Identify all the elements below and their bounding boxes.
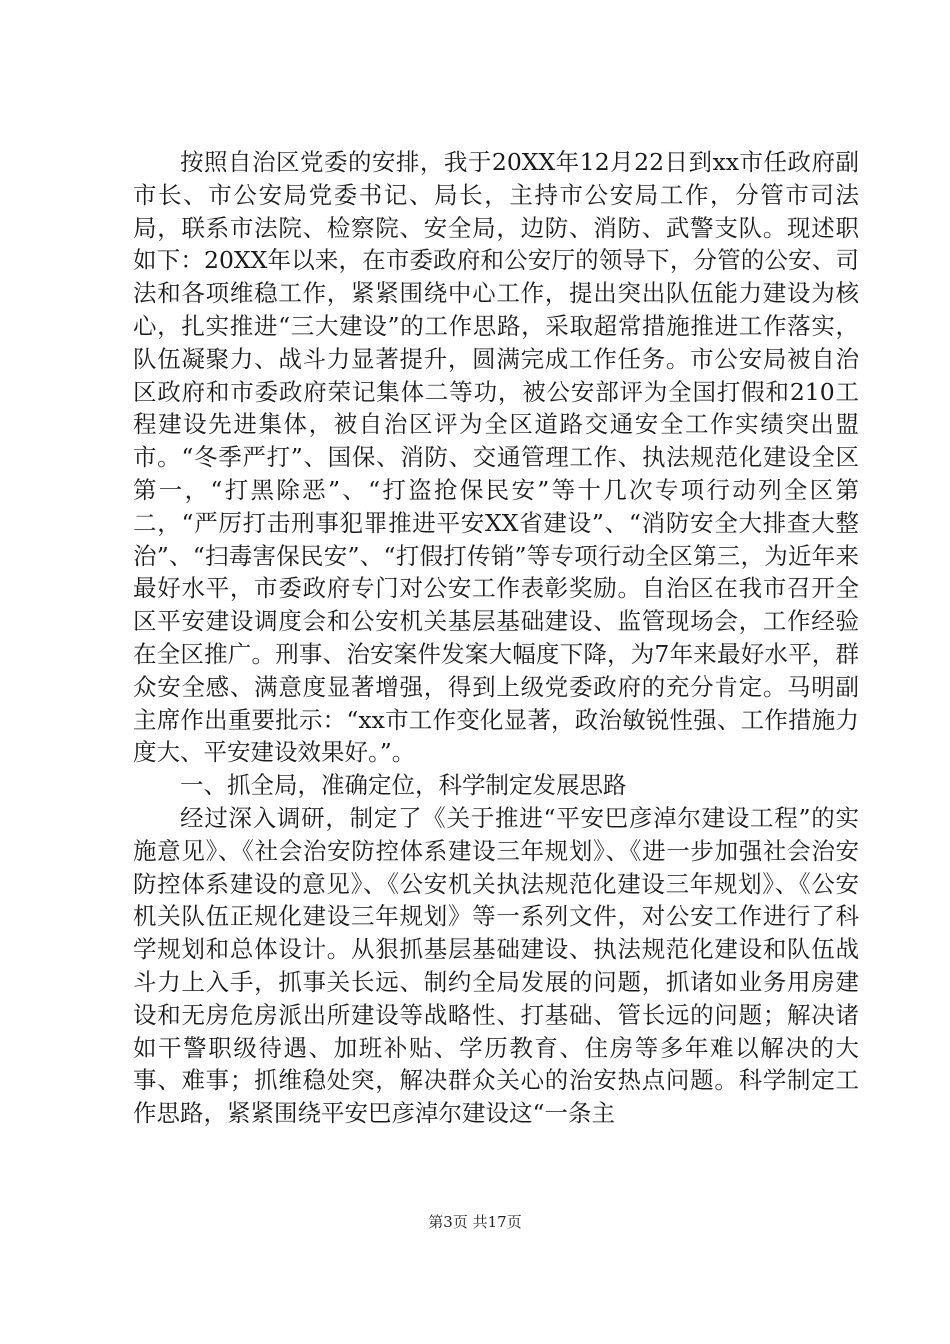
- paragraph-section-one: 经过深入调研，制定了《关于推进“平安巴彦淖尔建设工程”的实施意见》、《社会治安防控体系建设三年规划》、《进一步加强社会治安防控体系建设的意见》、《公安机关执法规范化建设三年规划》、《公安机关队伍正规化建设三年规划》等一系列文件，对公安工作进行了科学规划和总体设计。从狠抓基层基础建设、执法规范化建设和队伍战斗力上入手，抓事关长远、制约全局发展的问题，抓诸如业务用房建设和无房危房派出所建设等战略性、打基础、管长远的问题；解决诸如干警职级待遇、加班补贴、学历教育、住房等多年难以解决的大事、难事；抓维稳处突，解决群众关心的治安热点问题。科学制定工作思路，紧紧围绕平安巴彦淖尔建设这“一条主: [133, 803, 859, 1128]
- section-heading: 一、抓全局，准确定位，科学制定发展思路: [180, 771, 627, 800]
- document-body: [133, 146, 859, 1130]
- paragraph-intro: 按照自治区党委的安排，我于20XX年12月22日到xx市任政府副市长、市公安局党委书记、局长，主持市公安局工作，分管市司法局，联系市法院、检察院、安全局，边防、消防、武警支队。现述职如下：20XX年以来，在市委政府和公安厅的领导下，分管的公安、司法和各项维稳工作，紧紧围绕中心工作，提出突出队伍能力建设为核心，扎实推进“三大建设”的工作思路，采取超常措施推进工作落实，队伍凝聚力、战斗力显著提升，圆满完成工作任务。市公安局被自治区政府和市委政府荣记集体二等功，被公安部评为全国打假和210工程建设先进集体，被自治区评为全区道路交通安全工作实绩突出盟市。“冬季严打”、国保、消防、交通管理工作、执法规范化建设全区第一，“打黑除恶”、“打盗抢保民安”等十几次专项行动列全区第二，“严厉打击刑事犯罪推进平安XX省建设”、“消防安全大排查大整治”、“扫毒害保民安”、“打假打传销”等专项行动全区第三，为近年来最好水平，市委政府专门对公安工作表彰奖励。自治区在我市召开全区平安建设调度会和公安机关基层基础建设、监管现场会，工作经验在全区推广。刑事、治安案件发案大幅度下降，为7年来最好水平，群众安全感、满意度显著增强，得到上级党委政府的充分肯定。马明副主席作出重要批示：“xx市工作变化显著，政治敏锐性强、工作措施力度大、平安建设效果好。”。: [133, 148, 859, 767]
- page-number-footer: 第3页 共17页: [428, 1213, 522, 1231]
